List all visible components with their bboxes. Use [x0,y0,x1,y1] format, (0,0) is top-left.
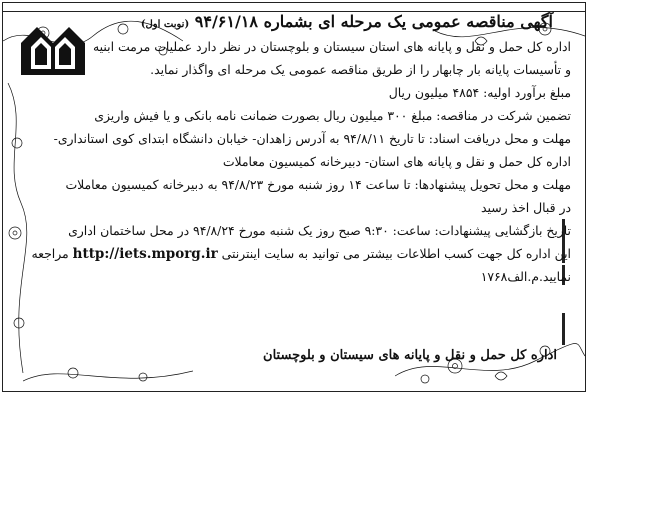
body-line-3: مبلغ برآورد اولیه: ۴۸۵۴ میلیون ریال [388,85,571,100]
body-line-11: نمایید.م.الف۱۷۶۸ [480,269,571,284]
floral-ornament-bottom-left [23,351,193,391]
ad-title [13,9,571,35]
body-line-10 [13,242,571,265]
body-line-1: اداره کل حمل و نقل و پایانه های استان سیستان و بلوچستان در نظر دارد عملیات مرمت ابنیه [93,39,571,54]
body-line-6: اداره کل حمل و نقل و پایانه های استان- دبیرخانه کمیسیون معاملات [222,154,571,169]
website-link[interactable]: http://iets.mporg.ir [72,246,218,262]
body-line-7: مهلت و محل تحویل پیشنهادها: تا ساعت ۱۴ روز شنبه مورخ ۹۴/۸/۲۳ به دبیرخانه کمیسیون معاملات [65,177,571,192]
ad-title-text: آگهی مناقصه عمومی یک مرحله ای بشماره ۹۴/۶۱/۱۸ [194,12,553,31]
signature-organization: اداره کل حمل و نقل و پایانه های سیستان و بلوچستان [263,348,557,363]
vertical-rule-right-3 [562,313,565,345]
ad-round: (نوبت اول) [140,19,190,30]
body-line-9: تاریخ بازگشایی پیشنهادات: ساعت: ۹:۳۰ صبح روز یک شنبه مورخ ۹۴/۸/۲۴ در محل ساختمان اداری [68,223,571,238]
body-line-4: تضمین شرکت در مناقصه: مبلغ ۳۰۰ میلیون ریال بصورت ضمانت نامه بانکی و یا فیش واریزی [94,108,571,123]
body-line-8: در قبال اخذ رسید [481,200,571,215]
advertisement-frame [2,2,586,392]
body-line-10-text: این اداره کل جهت کسب اطلاعات بیشتر می توانید به سایت اینترنتی [221,246,571,261]
body-line-5: مهلت و محل دریافت اسناد: تا تاریخ ۹۴/۸/۱۱ به آدرس زاهدان- خیابان دانشگاه ابتدای کوی استانداری- [53,131,571,146]
advertisement-text [13,7,571,288]
body-line-2: و تأسیسات پایانه بار چابهار را از طریق مناقصه عمومی یک مرحله ای واگذار نماید. [150,62,571,77]
body-line-10-suffix: مراجعه [31,246,69,261]
